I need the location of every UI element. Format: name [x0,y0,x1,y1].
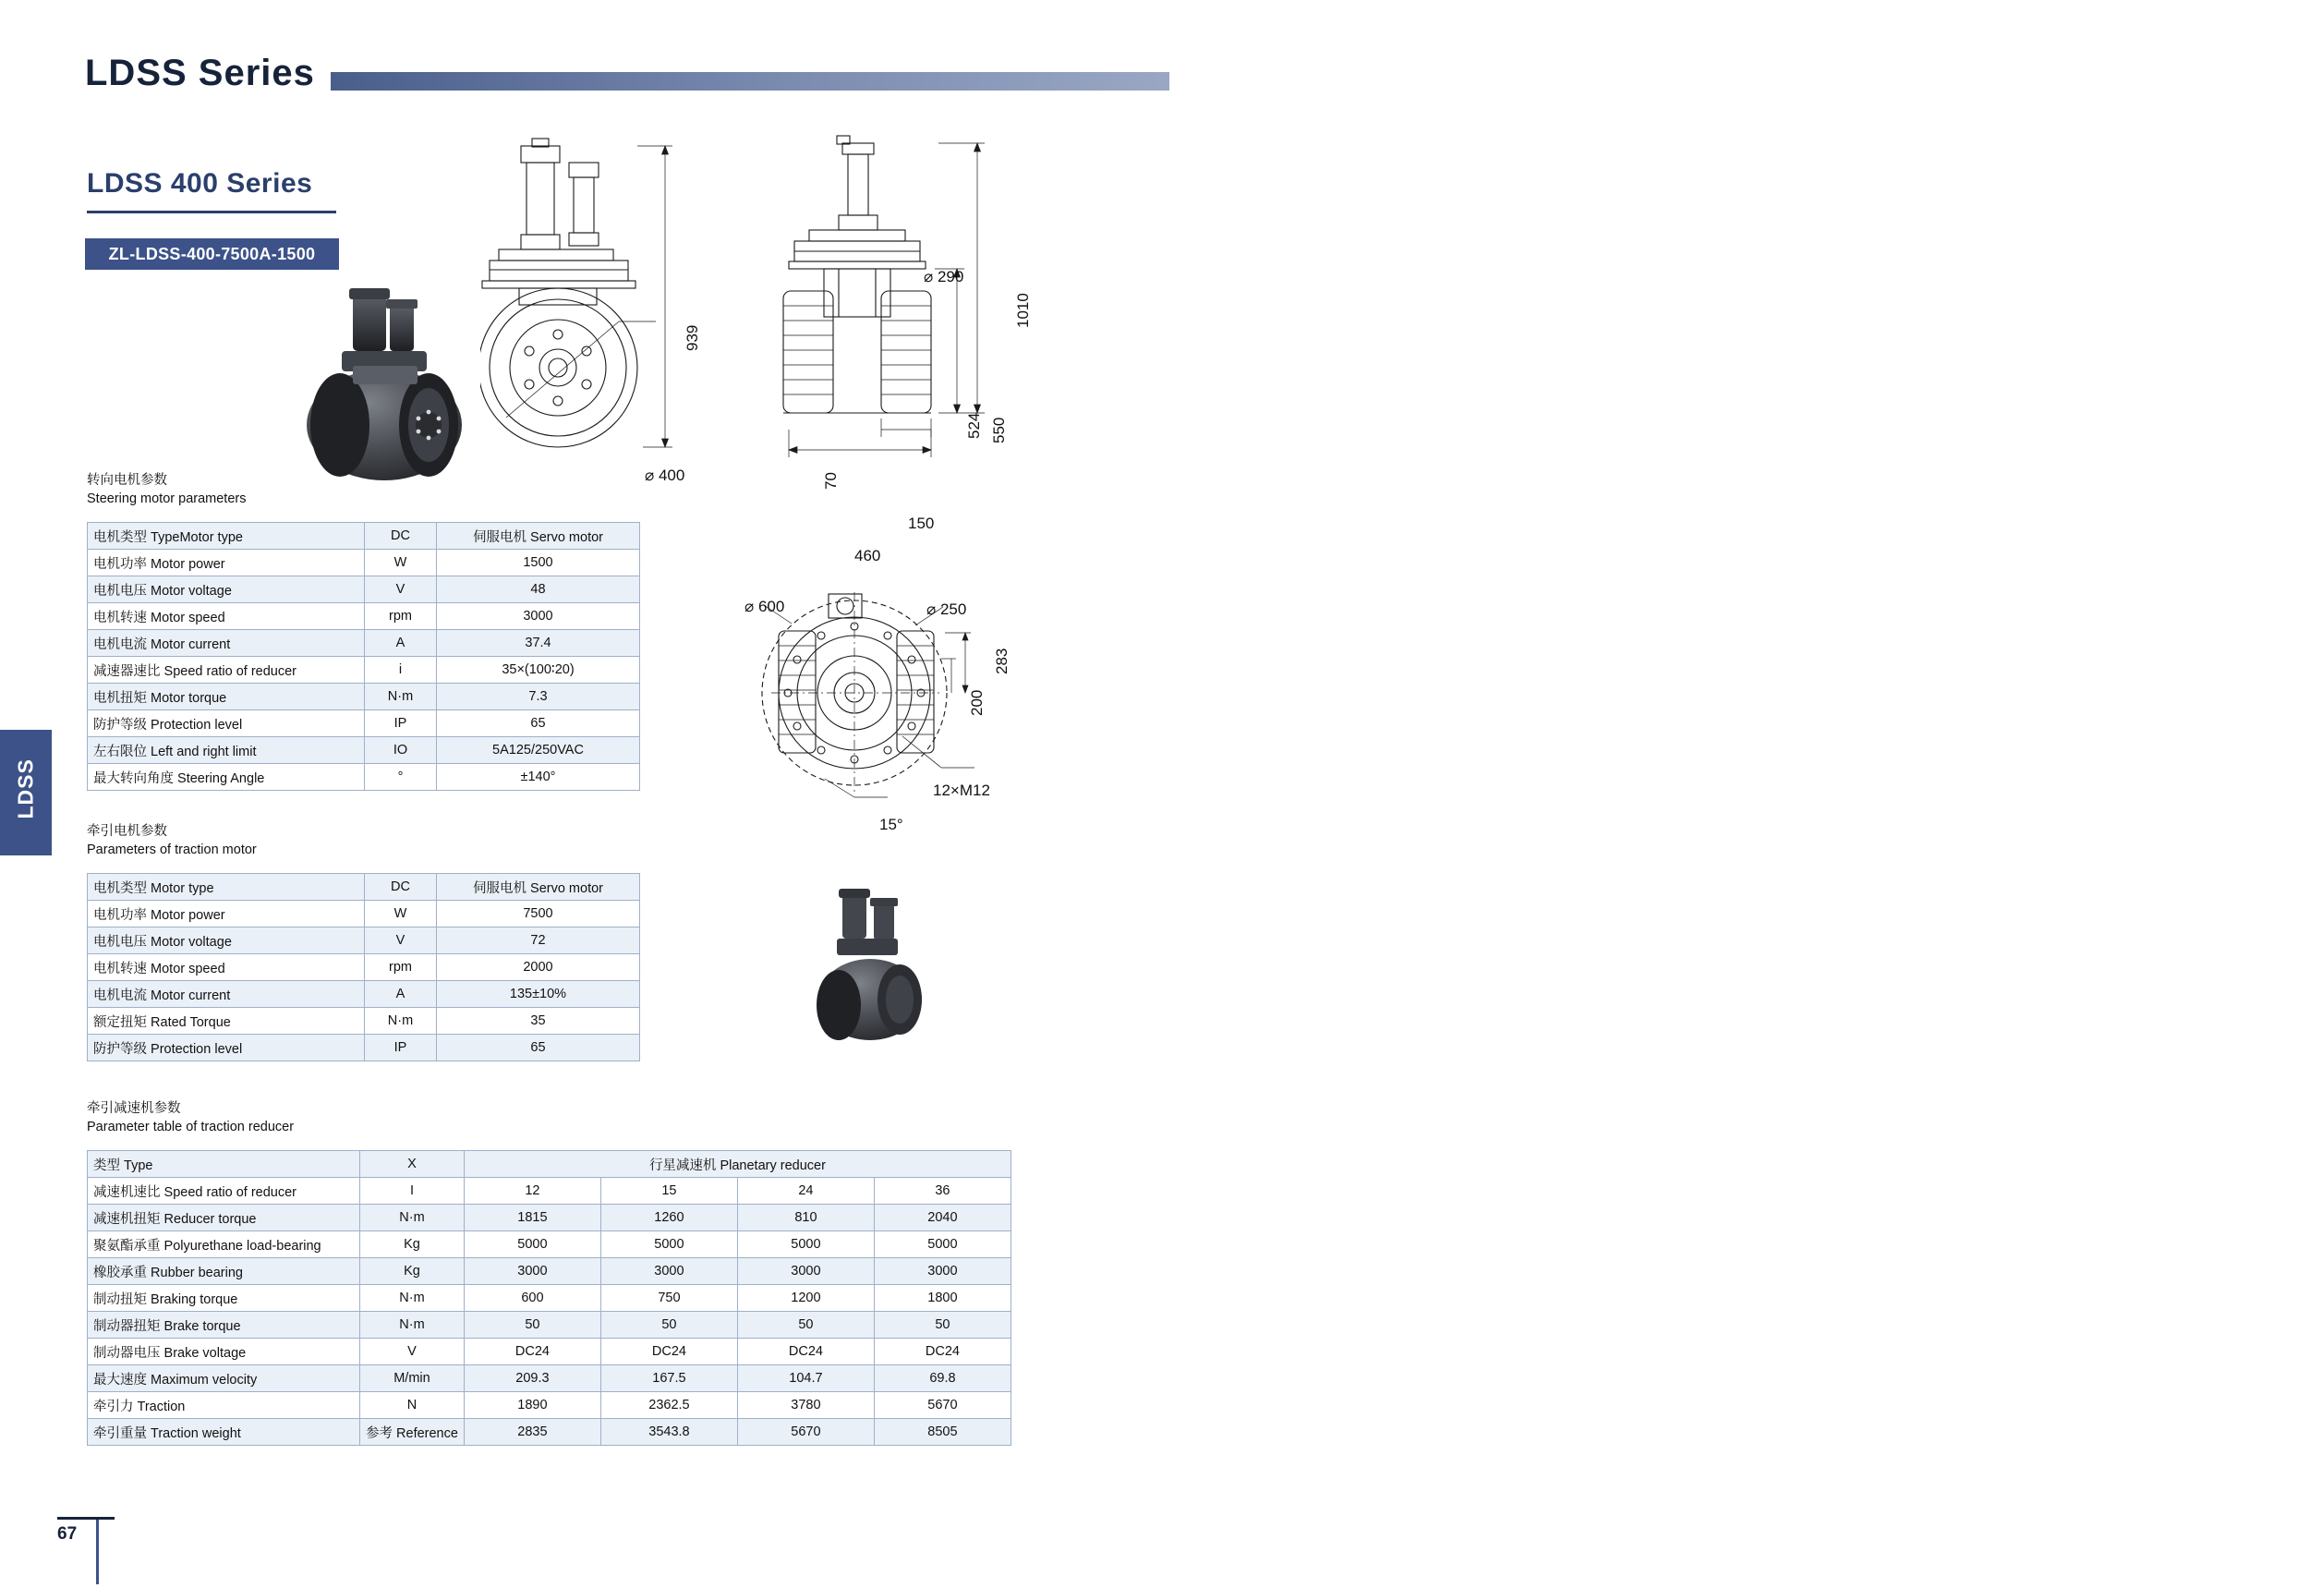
steering-motor-table [87,522,640,791]
table-row [88,981,640,1008]
cell-value: 810 [737,1205,874,1231]
cell-unit: 参考 Reference [360,1419,465,1446]
cell-unit: rpm [365,954,437,981]
steering-section-label [87,471,246,508]
cell-unit: N·m [360,1205,465,1231]
cell-value: 3780 [737,1392,874,1419]
cell-name: 防护等级 Protection level [88,710,365,737]
cell-unit: DC [365,874,437,901]
cell-value: 50 [874,1312,1011,1339]
table-row [88,764,640,791]
cell-value: 50 [600,1312,737,1339]
header-accent-bar [331,72,1169,91]
cell-value: 伺服电机 Servo motor [437,523,640,550]
cell-value: 35×(100∶20) [437,657,640,684]
dim-150: 150 [908,515,935,532]
cell-name: 电机类型 TypeMotor type [88,523,365,550]
cell-value: 3543.8 [600,1419,737,1446]
dim-524: 524 [965,412,983,439]
table-row [88,1035,640,1061]
table-row [88,1205,1011,1231]
reducer-section-label [87,1099,294,1136]
cell-unit: W [365,901,437,927]
cell-value: 72 [437,927,640,954]
cell-unit: M/min [360,1365,465,1392]
traction-reducer-table [87,1150,1011,1446]
footer-rule [57,1517,115,1520]
product-photo-secondary [813,887,951,1076]
cell-name: 制动器电压 Brake voltage [88,1339,360,1365]
header-group: 行星减速机 Planetary reducer [464,1151,1011,1178]
cell-unit: N·m [360,1285,465,1312]
table-row [88,1285,1011,1312]
cell-value: 1200 [737,1285,874,1312]
cell-value: 5000 [737,1231,874,1258]
table-row [88,954,640,981]
cell-unit: DC [365,523,437,550]
traction-motor-table [87,873,640,1061]
cell-name: 电机转速 Motor speed [88,954,365,981]
cell-unit: Kg [360,1258,465,1285]
table-row [88,737,640,764]
dim-height-939: 939 [684,324,701,351]
table-row [88,1312,1011,1339]
cell-value: 3000 [464,1258,600,1285]
front-view-drawing [480,129,711,517]
cell-unit: N·m [365,1008,437,1035]
cell-value: 12 [464,1178,600,1205]
cell-value: 1500 [437,550,640,576]
cell-unit: Kg [360,1231,465,1258]
dim-70: 70 [822,472,840,490]
cell-value: DC24 [874,1339,1011,1365]
page-number: 67 [57,1524,78,1544]
cell-value: 3000 [437,603,640,630]
table-row [88,1419,1011,1446]
traction-label-en: Parameters of traction motor [87,842,257,857]
cell-name: 牵引重量 Traction weight [88,1419,360,1446]
cell-value: 48 [437,576,640,603]
cell-name: 制动器扭矩 Brake torque [88,1312,360,1339]
table-row [88,710,640,737]
cell-value: 2362.5 [600,1392,737,1419]
dim-200: 200 [968,689,986,716]
cell-value: 167.5 [600,1365,737,1392]
cell-unit: i [365,657,437,684]
cell-value: DC24 [737,1339,874,1365]
table-row [88,550,640,576]
cell-name: 电机类型 Motor type [88,874,365,901]
cell-name: 制动扭矩 Braking torque [88,1285,360,1312]
cell-value: 5000 [464,1231,600,1258]
side-view-drawing [767,125,1007,522]
table-row [88,901,640,927]
cell-unit: IO [365,737,437,764]
cell-value: 50 [464,1312,600,1339]
reducer-label-cn: 牵引减速机参数 [87,1101,181,1116]
cell-unit: N·m [360,1312,465,1339]
cell-value: ±140° [437,764,640,791]
cell-value: DC24 [600,1339,737,1365]
cell-value: 1815 [464,1205,600,1231]
cell-value: 2835 [464,1419,600,1446]
cell-name: 减速机速比 Speed ratio of reducer [88,1178,360,1205]
table-row [88,874,640,901]
cell-unit: W [365,550,437,576]
cell-value: 1890 [464,1392,600,1419]
cell-name: 电机功率 Motor power [88,550,365,576]
cell-value: 5670 [874,1392,1011,1419]
footer-rule-vertical [96,1520,99,1584]
cell-unit: A [365,981,437,1008]
table-row [88,1178,1011,1205]
traction-section-label [87,822,257,859]
cell-name: 电机电流 Motor current [88,981,365,1008]
cell-unit: V [360,1339,465,1365]
cell-name: 最大转向角度 Steering Angle [88,764,365,791]
header-type: 类型 Type [88,1151,360,1178]
dim-dia-600: ⌀ 600 [744,598,785,615]
cell-unit: IP [365,1035,437,1061]
cell-name: 防护等级 Protection level [88,1035,365,1061]
cell-value: 2000 [437,954,640,981]
dim-550: 550 [990,417,1008,443]
cell-value: 104.7 [737,1365,874,1392]
cell-name: 电机转速 Motor speed [88,603,365,630]
dim-1010: 1010 [1014,293,1032,328]
cell-value: 5000 [600,1231,737,1258]
table-row [88,1339,1011,1365]
cell-name: 电机扭矩 Motor torque [88,684,365,710]
cell-value: 600 [464,1285,600,1312]
cell-unit: N·m [365,684,437,710]
section-title: LDSS 400 Series [87,168,313,199]
reducer-label-en: Parameter table of traction reducer [87,1120,295,1134]
cell-value: 15 [600,1178,737,1205]
table-row [88,603,640,630]
dim-dia-400: ⌀ 400 [645,467,685,484]
table-row [88,1365,1011,1392]
table-row [88,657,640,684]
table-header-row [88,1151,1011,1178]
cell-value: 35 [437,1008,640,1035]
cell-value: DC24 [464,1339,600,1365]
model-badge: ZL-LDSS-400-7500A-1500 [85,238,339,270]
cell-value: 65 [437,1035,640,1061]
cell-value: 3000 [600,1258,737,1285]
cell-value: 24 [737,1178,874,1205]
cell-unit: A [365,630,437,657]
cell-name: 电机功率 Motor power [88,901,365,927]
cell-unit: V [365,576,437,603]
cell-value: 37.4 [437,630,640,657]
cell-value: 1260 [600,1205,737,1231]
header-unit: X [360,1151,465,1178]
table-row [88,684,640,710]
cell-value: 7.3 [437,684,640,710]
table-row [88,630,640,657]
table-row [88,1258,1011,1285]
cell-value: 209.3 [464,1365,600,1392]
cell-value: 5A125/250VAC [437,737,640,764]
cell-value: 3000 [874,1258,1011,1285]
table-row [88,1231,1011,1258]
cell-unit: rpm [365,603,437,630]
cell-name: 聚氨酯承重 Polyurethane load-bearing [88,1231,360,1258]
traction-label-cn: 牵引电机参数 [87,824,167,839]
cell-name: 额定扭矩 Rated Torque [88,1008,365,1035]
cell-value: 8505 [874,1419,1011,1446]
dim-angle-15: 15° [879,816,903,833]
steering-label-en: Steering motor parameters [87,491,247,506]
cell-unit: N [360,1392,465,1419]
dim-283: 283 [993,648,1011,674]
cell-name: 牵引力 Traction [88,1392,360,1419]
page-title: LDSS Series [85,53,315,93]
side-tab [0,730,52,855]
cell-value: 1800 [874,1285,1011,1312]
cell-value: 135±10% [437,981,640,1008]
steering-label-cn: 转向电机参数 [87,473,167,488]
side-tab-label: LDSS [13,758,38,819]
cell-value: 5000 [874,1231,1011,1258]
cell-name: 最大速度 Maximum velocity [88,1365,360,1392]
cell-value: 伺服电机 Servo motor [437,874,640,901]
cell-value: 50 [737,1312,874,1339]
cell-value: 65 [437,710,640,737]
table-row [88,927,640,954]
cell-name: 减速机扭矩 Reducer torque [88,1205,360,1231]
cell-name: 左右限位 Left and right limit [88,737,365,764]
cell-value: 7500 [437,901,640,927]
cell-name: 电机电流 Motor current [88,630,365,657]
cell-value: 750 [600,1285,737,1312]
cell-unit: I [360,1178,465,1205]
table-row [88,1392,1011,1419]
dim-dia-250: ⌀ 250 [926,600,967,618]
cell-unit: ° [365,764,437,791]
cell-value: 2040 [874,1205,1011,1231]
cell-value: 36 [874,1178,1011,1205]
section-title-rule [87,211,336,213]
cell-name: 电机电压 Motor voltage [88,576,365,603]
cell-name: 电机电压 Motor voltage [88,927,365,954]
dim-460: 460 [854,547,881,564]
table-row [88,576,640,603]
cell-unit: IP [365,710,437,737]
dim-12xM12: 12×M12 [933,782,990,799]
cell-name: 减速器速比 Speed ratio of reducer [88,657,365,684]
cell-name: 橡胶承重 Rubber bearing [88,1258,360,1285]
cell-value: 5670 [737,1419,874,1446]
dim-dia-290: ⌀ 290 [924,268,964,285]
cell-value: 69.8 [874,1365,1011,1392]
cell-value: 3000 [737,1258,874,1285]
cell-unit: V [365,927,437,954]
table-row [88,1008,640,1035]
table-row [88,523,640,550]
